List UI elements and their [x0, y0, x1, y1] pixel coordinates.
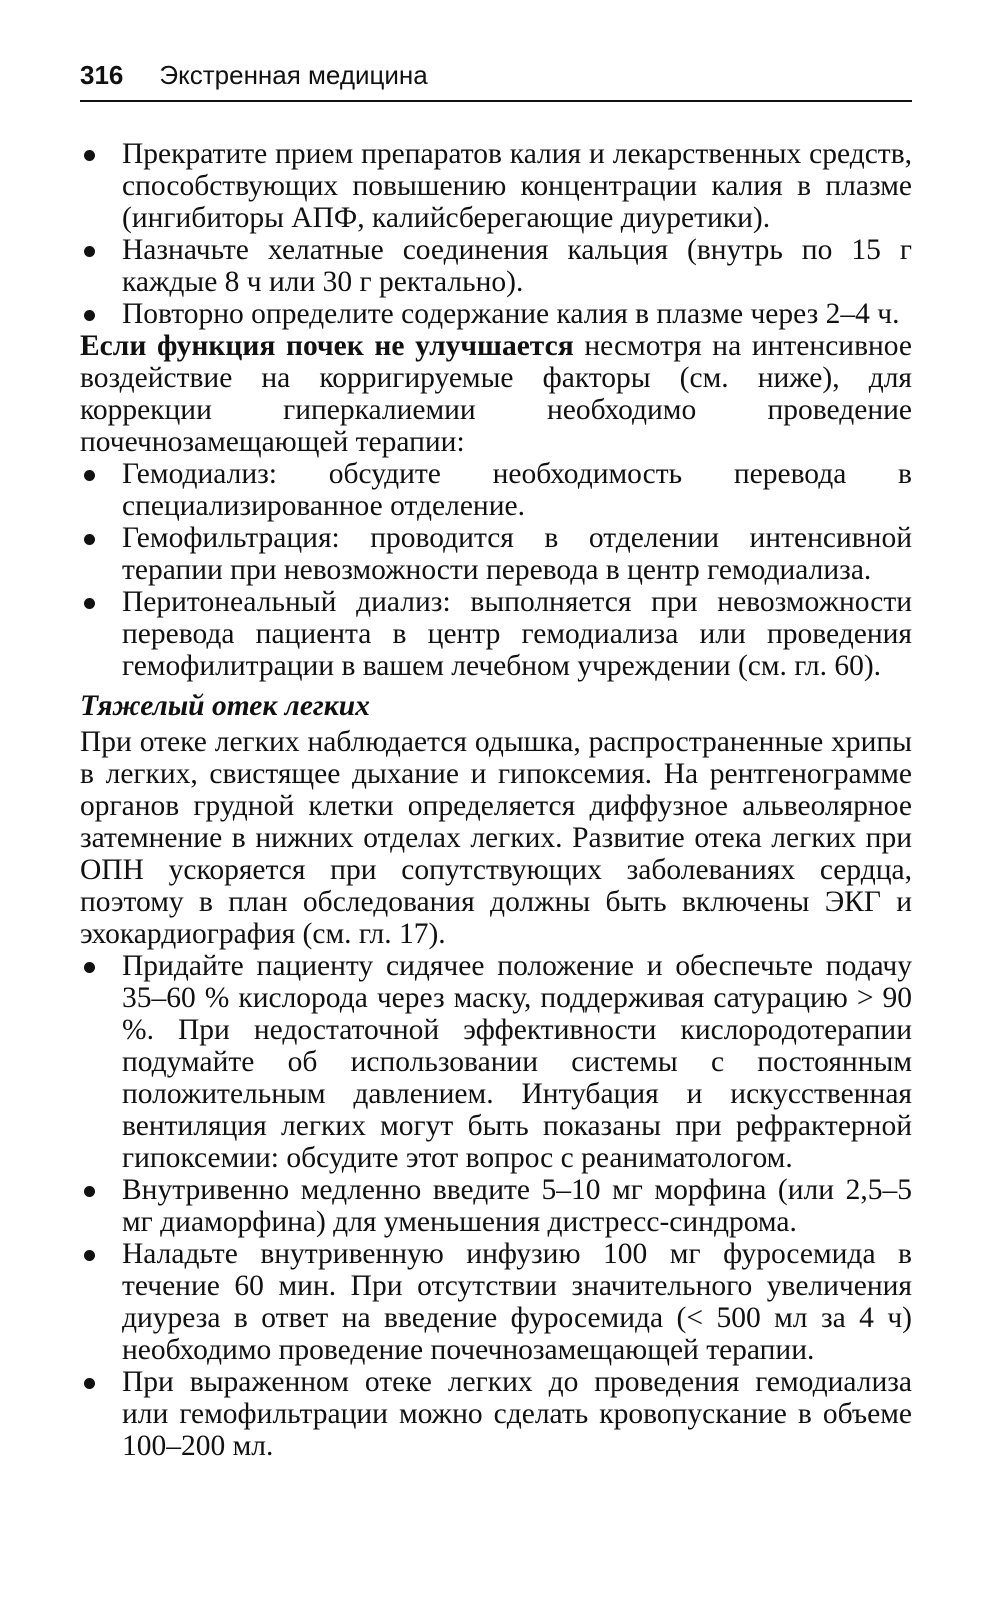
bullet-icon [84, 150, 95, 161]
section-intro: При отеке легких наблюдается одышка, распространенные хрипы в легких, свистящее дыхание и гипоксемия. На рентгенограмме органов грудной клетки определяется диффузное альвеолярное затемнение в нижних отделах легких. Развитие отека легких при ОПН ускоряется при сопутствующих заболеваниях сердца, поэтому в план обследования должны быть включены ЭКГ и эхокардиография (см. гл. 17). [80, 726, 912, 950]
running-title: Экстренная медицина [159, 60, 428, 90]
list-item [80, 298, 912, 330]
list-item-text: Наладьте внутривенную инфузию 100 мг фуросемида в течение 60 мин. При отсутствии значительного увеличения диуреза в ответ на введение фуросемида (< 500 мл за 4 ч) необходимо проведение почечнозамещающей терапии. [122, 1238, 912, 1366]
list-item-text: Придайте пациенту сидячее положение и обеспечьте подачу 35–60 % кислорода через маску, поддерживая сатурацию > 90 %. При недостаточной эффективности кислородотерапии подумайте об использовании системы с постоянным положительным давлением. Интубация и искусственная вентиляция легких могут быть показаны при рефрактерной гипоксемии: обсудите этот вопрос с реаниматологом. [122, 950, 912, 1174]
list-item-text: Перитонеальный диализ: выполняется при невозможности перевода пациента в центр гемодиализа или проведения гемофилитрации в вашем лечебном учреждении (см. гл. 60). [122, 586, 912, 682]
page-content [80, 138, 912, 1462]
bullet-icon [84, 1186, 95, 1197]
paragraph-body: несмотря на интенсивное воздействие на корригируемые факторы (см. ниже), для коррекции гиперкалиемии необходимо проведение почечнозамещающей терапии: [80, 330, 912, 458]
book-page [80, 58, 912, 1462]
list-item [80, 1366, 912, 1462]
page-header [80, 58, 912, 102]
list-item-text: Повторно определите содержание калия в плазме через 2–4 ч. [122, 298, 900, 330]
list-item [80, 1238, 912, 1366]
list-item [80, 234, 912, 298]
list-item-text: Гемодиализ: обсудите необходимость перевода в специализированное отделение. [122, 458, 912, 522]
list-item [80, 586, 912, 682]
list-item [80, 950, 912, 1174]
list-item [80, 1174, 912, 1238]
list-item-text: Гемофильтрация: проводится в отделении интенсивной терапии при невозможности перевода в центр гемодиализа. [122, 522, 912, 586]
list-item [80, 522, 912, 586]
list-item-text: При выраженном отеке легких до проведения гемодиализа или гемофильтрации можно сделать кровопускание в объеме 100–200 мл. [122, 1366, 912, 1462]
list-item [80, 458, 912, 522]
list-item-text: Внутривенно медленно введите 5–10 мг морфина (или 2,5–5 мг диаморфина) для уменьшения дистресс-синдрома. [122, 1174, 912, 1238]
paragraph-lead: Если функция почек не улучшается [80, 330, 574, 362]
bullet-icon [84, 534, 95, 545]
list-item [80, 138, 912, 234]
bullet-icon [84, 598, 95, 609]
bullet-icon [84, 310, 95, 321]
page-number: 316 [80, 60, 124, 90]
bullet-icon [84, 1378, 95, 1389]
bullet-icon [84, 246, 95, 257]
bullet-icon [84, 962, 95, 973]
bullet-icon [84, 470, 95, 481]
section-heading: Тяжелый отек легких [80, 690, 370, 722]
renal-paragraph [80, 330, 912, 458]
bullet-icon [84, 1250, 95, 1261]
list-item-text: Прекратите прием препаратов калия и лекарственных средств, способствующих повышению концентрации калия в плазме (ингибиторы АПФ, калийсберегающие диуретики). [122, 138, 912, 234]
list-item-text: Назначьте хелатные соединения кальция (внутрь по 15 г каждые 8 ч или 30 г ректально). [122, 234, 912, 298]
